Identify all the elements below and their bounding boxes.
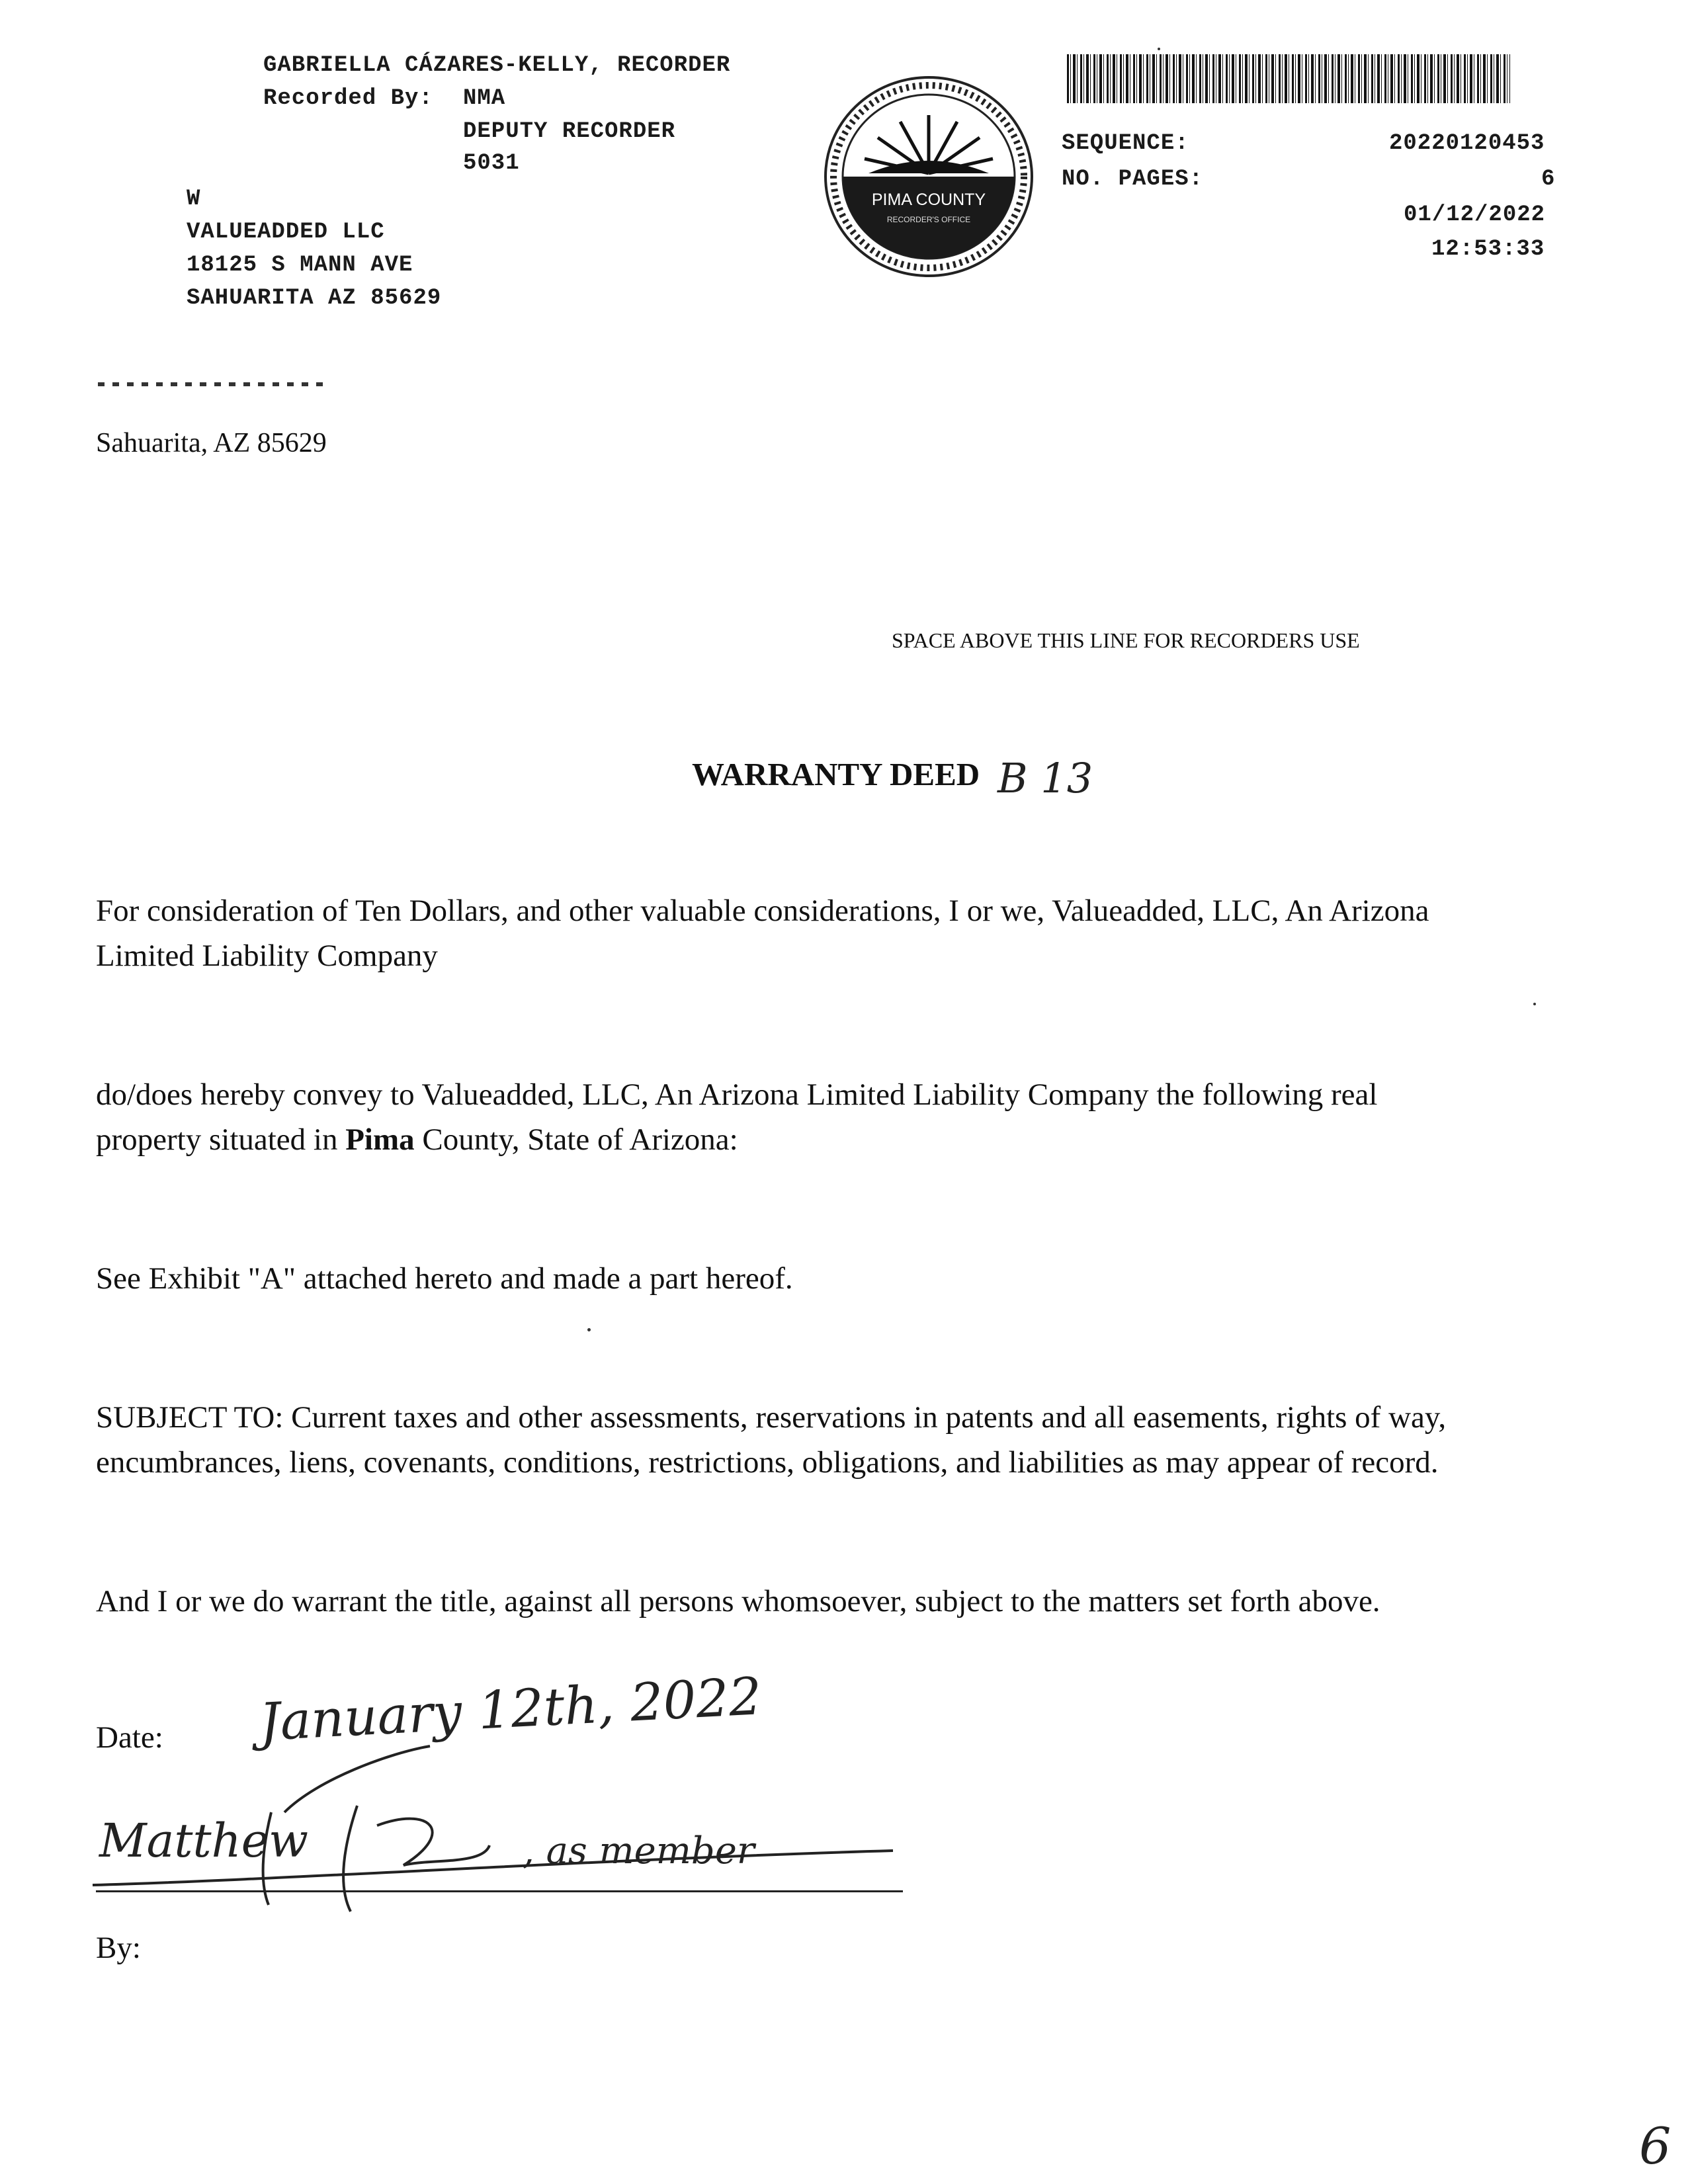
pages-label: NO. PAGES: [1062, 167, 1204, 192]
consideration-line-2: Limited Liability Company [96, 939, 438, 973]
sequence-label: SEQUENCE: [1062, 131, 1189, 156]
pima-county-seal-icon [822, 74, 1035, 279]
return-name: VALUEADDED LLC [187, 220, 385, 245]
return-code: W [187, 187, 201, 212]
subject-to-line-2: encumbrances, liens, covenants, conditions, restrictions, obligations, and liabilities as may appear of record. [96, 1445, 1439, 1480]
warrant-line: And I or we do warrant the title, against all persons whomsoever, subject to the matters set forth above. [96, 1584, 1380, 1618]
barcode-icon [1067, 54, 1510, 103]
partial-address-line: Sahuarita, AZ 85629 [96, 428, 327, 458]
return-city: SAHUARITA AZ 85629 [187, 286, 442, 311]
speck [1158, 48, 1160, 50]
recording-date: 01/12/2022 [1404, 202, 1546, 228]
speck [1533, 1003, 1536, 1005]
convey-line-2-pre: property situated in [96, 1122, 346, 1157]
cut-off-text-line [98, 382, 329, 386]
by-label: By: [96, 1931, 141, 1965]
recorded-by-label: Recorded By: [263, 86, 433, 111]
recorder-number: 5031 [463, 151, 520, 176]
date-label: Date: [96, 1720, 163, 1755]
recorder-notice: SPACE ABOVE THIS LINE FOR RECORDERS USE [892, 628, 1360, 652]
recorder-name-line: GABRIELLA CÁZARES-KELLY, RECORDER [263, 53, 731, 78]
seal-subtext: RECORDER'S OFFICE [886, 215, 971, 224]
recorder-title: DEPUTY RECORDER [463, 119, 676, 144]
seal-text: PIMA COUNTY [871, 190, 986, 209]
handwritten-title-note: B 13 [997, 754, 1093, 802]
convey-line-2-post: County, State of Arizona: [414, 1122, 738, 1157]
recorded-by-value: NMA [463, 86, 506, 111]
pages-value: 6 [1541, 167, 1556, 192]
exhibit-line: See Exhibit "A" attached hereto and made a part hereof. [96, 1261, 793, 1296]
convey-line-2 [96, 1122, 738, 1157]
county-name: Pima [345, 1122, 415, 1157]
consideration-line-1: For consideration of Ten Dollars, and other valuable considerations, I or we, Valueadded, LLC, An Arizona [96, 894, 1429, 928]
handwritten-date: January 12th, 2022 [258, 1667, 763, 1753]
sequence-value: 20220120453 [1389, 131, 1545, 156]
handwritten-as-member: , as member [523, 1829, 755, 1872]
return-street: 18125 S MANN AVE [187, 253, 413, 278]
subject-to-line-1: SUBJECT TO: Current taxes and other assessments, reservations in patents and all easements, rights of way, [96, 1400, 1447, 1435]
page-mark: 6 [1639, 2117, 1672, 2175]
handwritten-signature: Matthew [99, 1814, 309, 1868]
speck [587, 1328, 591, 1331]
signature-line [96, 1890, 903, 1892]
recording-time: 12:53:33 [1431, 237, 1545, 262]
convey-line-1: do/does hereby convey to Valueadded, LLC, An Arizona Limited Liability Company the following real [96, 1077, 1378, 1112]
page-title: WARRANTY DEED [692, 756, 980, 792]
